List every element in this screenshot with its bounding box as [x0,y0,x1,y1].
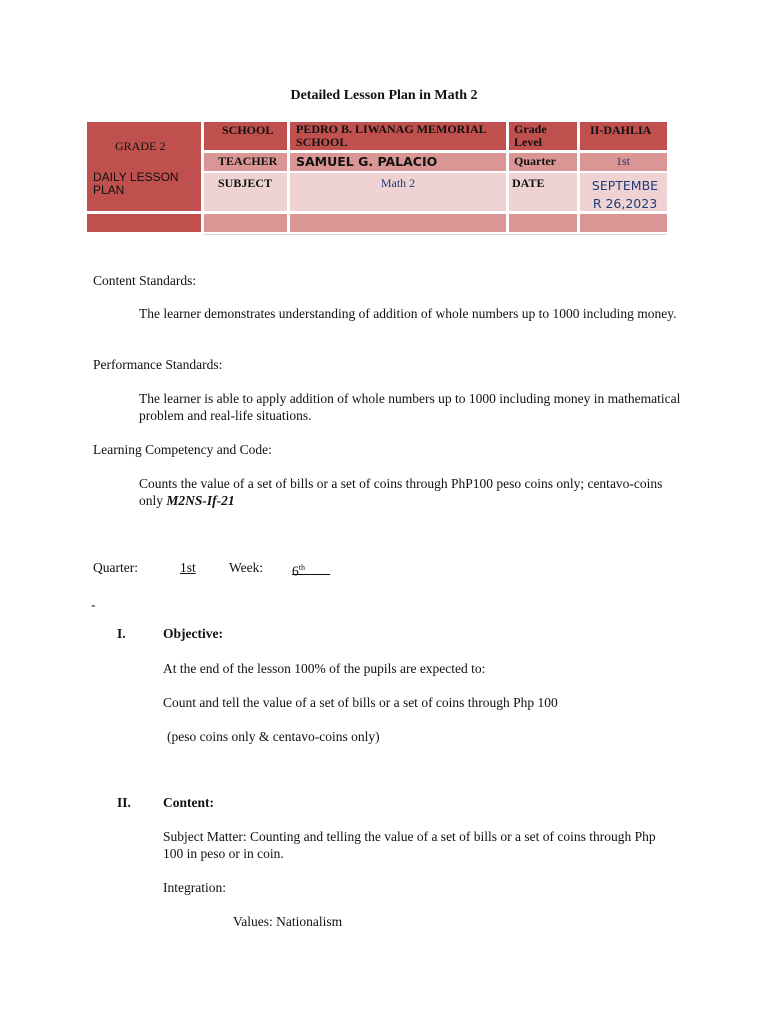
competency-text [139,475,669,509]
quarter-label: Quarter [514,154,556,168]
integration-label: Integration: [163,880,226,895]
subject-matter-text: Subject Matter: Counting and telling the value of a set of bills or a set of coins through Php 100 in peso or in coin. [163,829,656,861]
objective-line-1: At the end of the lesson 100% of the pupils are expected to: [163,661,486,676]
content-heading: Content: [163,795,214,810]
grade-label: GRADE 2 [115,139,166,153]
grade-level-value: II-DAHLIA [590,123,652,137]
teacher-label-cell [204,153,287,171]
quarter-value-cell [580,153,667,171]
grade-level-label-cell [509,122,577,150]
objective-heading: Objective: [163,626,223,641]
values-text: Values: Nationalism [233,914,343,929]
grade-block-footer [87,214,201,232]
date-value: SEPTEMBE R 26,2023 [591,178,659,211]
competency-code: M2NS-If-21 [166,493,235,508]
objective-number: I. [117,626,126,641]
dash-marker: - [91,597,96,612]
quarter-value: 1st [616,154,631,168]
empty-cell [204,214,287,232]
week-suffix: th [298,563,305,572]
empty-cell [580,214,667,232]
performance-standards-text: The learner is able to apply addition of whole numbers up to 1000 including money in mathematical problem and real-life situations. [139,391,681,423]
grade-block [87,122,201,211]
grade-level-value-cell [580,122,667,150]
teacher-value-cell [290,153,506,171]
performance-standards-heading: Performance Standards: [93,357,223,372]
date-label: DATE [512,176,545,190]
week-number: 6 [292,563,299,579]
plan-type-label: DAILY LESSON PLAN [93,170,179,197]
subject-value: Math 2 [380,176,416,190]
competency-heading: Learning Competency and Code: [93,442,272,457]
schedule-week-label: Week: [229,560,264,575]
table-bottom-rule [204,234,667,235]
schedule-quarter-value: 1st [180,560,196,575]
school-value-cell [290,122,506,150]
empty-cell [290,214,506,232]
school-value: PEDRO B. LIWANAG MEMORIAL SCHOOL [296,122,487,149]
competency-description: Counts the value of a set of bills or a set of coins through PhP100 peso coins only; centavo-coins only [139,476,663,508]
subject-value-cell [290,173,506,211]
objective-line-3: (peso coins only & centavo-coins only) [167,729,380,744]
content-standards-heading: Content Standards: [93,273,197,288]
content-standards-text: The learner demonstrates understanding of addition of whole numbers up to 1000 including money. [139,306,677,321]
objective-line-2: Count and tell the value of a set of bills or a set of coins through Php 100 [163,695,558,710]
subject-label-cell [204,173,287,211]
grade-level-label: Grade Level [514,122,547,149]
schedule-quarter-label: Quarter: [93,560,138,575]
school-label-cell [204,122,287,150]
date-value-cell [580,173,667,211]
subject-label: SUBJECT [218,176,273,190]
empty-cell [509,214,577,232]
quarter-label-cell [509,153,577,171]
content-number: II. [117,795,131,810]
date-label-cell [509,173,577,211]
schedule-week-value [292,559,330,579]
teacher-label: TEACHER [218,154,278,168]
teacher-value: SAMUEL G. PALACIO [296,154,438,169]
school-label: SCHOOL [222,123,274,137]
document-title: Detailed Lesson Plan in Math 2 [290,88,478,103]
